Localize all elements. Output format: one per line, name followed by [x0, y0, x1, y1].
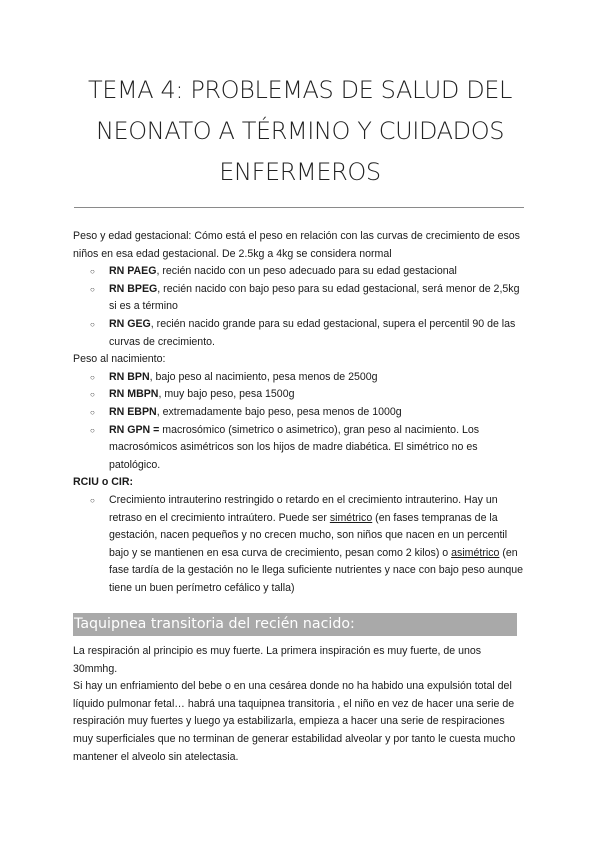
peso-nacimiento-list	[73, 369, 527, 475]
list-item	[109, 386, 527, 404]
list-item	[109, 404, 527, 422]
rciu-heading-text: RCIU o CIR:	[73, 476, 134, 489]
section-heading-text: Taquipnea transitoria del recién nacido:	[74, 616, 355, 632]
list-item	[109, 316, 527, 351]
underlined-term-simetrico: simétrico	[329, 511, 373, 524]
title-line-1: TEMA 4: PROBLEMAS DE SALUD DEL	[87, 76, 513, 104]
definition: , recién nacido con bajo peso para su edad gestacional, será menor de 2,5kg si es a término	[109, 282, 520, 313]
definition: , recién nacido grande para su edad gestacional, supera el percentil 90 de las curvas de crecimiento.	[109, 317, 516, 348]
list-item	[109, 369, 527, 387]
title-divider	[74, 207, 524, 208]
list-item	[109, 263, 527, 281]
rciu-heading	[73, 474, 527, 492]
taquipnea-body	[73, 643, 527, 766]
definition: , muy bajo peso, pesa 1500g	[158, 388, 295, 401]
rciu-list	[73, 492, 527, 598]
term: RN PAEG	[109, 265, 157, 278]
definition: , bajo peso al nacimiento, pesa menos de 2500g	[149, 370, 378, 383]
rciu-text-1: Crecimiento intrauterino restringido o retardo en el crecimiento intrauterino. Hay un retraso en el crecimiento intraútero. Puede ser	[109, 493, 498, 524]
title-line-2: NEONATO A TÉRMINO Y CUIDADOS	[95, 117, 505, 145]
definition: , recién nacido con un peso adecuado para su edad gestacional	[156, 265, 457, 278]
page-title	[60, 70, 540, 193]
definition: , extremadamente bajo peso, pesa menos de 1000g	[156, 405, 402, 418]
term: RN BPEG	[109, 282, 158, 295]
peso-edad-intro: Peso y edad gestacional: Cómo está el peso en relación con las curvas de crecimiento de esos niños en esa edad gestacional. De 2.5kg a 4kg se considera normal	[73, 230, 520, 260]
taquipnea-paragraph-1: La respiración al principio es muy fuerte. La primera inspiración es muy fuerte, de unos 30mmhg.	[73, 645, 482, 675]
content-body	[73, 228, 527, 597]
taquipnea-paragraph-2: Si hay un enfriamiento del bebe o en una cesárea donde no ha habido una expulsión total del líquido pulmonar fetal… habrá una taquipnea transitoria , el niño en vez de hacer una serie de respiración muy fuertes y luego ya estabilizarla, empieza a hacer una serie de respiraciones muy superficiales que no terminan de generar estabilidad alveolar y por tanto le cuesta mucho mantener el alveolo sin atelectasia.	[73, 680, 516, 763]
list-item	[109, 492, 527, 598]
term: RN BPN	[109, 370, 150, 383]
section-heading-taquipnea	[73, 613, 517, 636]
list-item	[109, 422, 527, 475]
definition: macrosómico (simetrico o asimetrico), gran peso al nacimiento. Los macrosómicos asimétricos son los hijos de madre diabética. El simétrico no es patológico.	[109, 423, 480, 471]
peso-nacimiento-heading: Peso al nacimiento:	[73, 353, 166, 366]
term: RN MBPN	[109, 388, 159, 401]
rciu-text-2: (en fases tempranas de la gestación, nacen pequeños y no crecen mucho, son niños que nacen en un percentil bajo y se mantienen en esa curva de crecimiento, pesan como 2 kilos) o	[109, 511, 508, 559]
term: RN GEG	[109, 317, 151, 330]
term: RN GPN =	[109, 423, 160, 436]
peso-edad-list	[73, 263, 527, 351]
list-item	[109, 281, 527, 316]
title-line-3: ENFERMEROS	[219, 158, 381, 186]
rciu-text-3: (en fase tardía de la gestación no le llega suficiente nutrientes y nace con bajo peso aunque tiene un buen perímetro cefálico y talla)	[109, 546, 524, 594]
underlined-term-asimetrico: asimétrico	[451, 546, 500, 559]
term: RN EBPN	[109, 405, 157, 418]
